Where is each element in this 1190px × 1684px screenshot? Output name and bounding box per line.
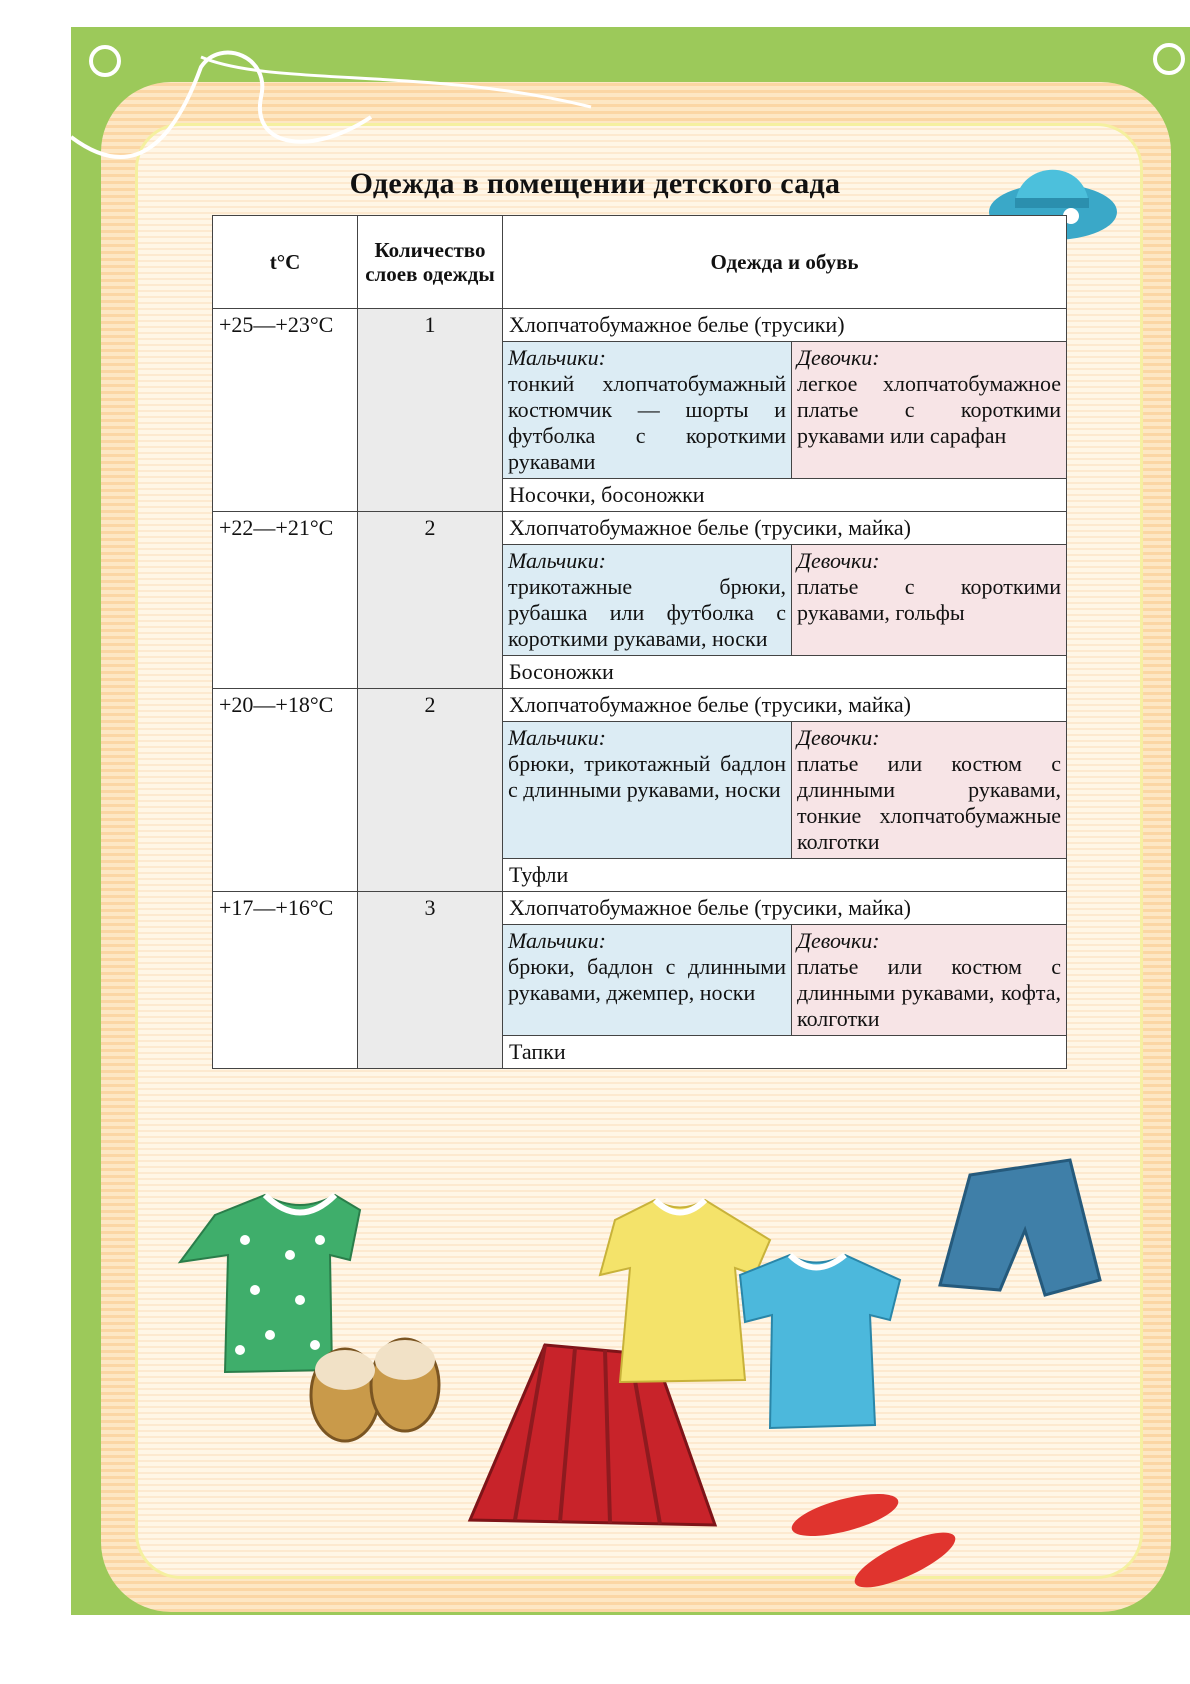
table-row	[213, 689, 1067, 722]
header-temperature: t°C	[213, 216, 358, 309]
shoes-cell: Тапки	[503, 1036, 1067, 1069]
page-title: Одежда в помещении детского сада	[349, 167, 841, 200]
boys-label: Мальчики:	[508, 928, 606, 953]
boys-cell	[503, 925, 792, 1036]
boys-label: Мальчики:	[508, 725, 606, 750]
boys-label: Мальчики:	[508, 548, 606, 573]
underwear-cell: Хлопчатобумажное белье (трусики, майка)	[503, 512, 1067, 545]
girls-text: платье с короткими рукавами, гольфы	[797, 574, 1061, 625]
girls-label: Девочки:	[797, 928, 880, 953]
boys-text: тонкий хлопчатобумажный костюмчик — шорты и футболка с короткими рукавами	[508, 371, 786, 474]
boys-text: брюки, бадлон с длинными рукавами, джемпер, носки	[508, 954, 786, 1005]
underwear-cell: Хлопчатобумажное белье (трусики, майка)	[503, 892, 1067, 925]
layers-cell: 2	[358, 512, 503, 689]
shoes-cell: Носочки, босоножки	[503, 479, 1067, 512]
table-row	[213, 892, 1067, 925]
boys-text: трикотажные брюки, рубашка или футболка с короткими рукавами, носки	[508, 574, 786, 651]
header-clothing: Одежда и обувь	[503, 216, 1067, 309]
girls-cell	[792, 925, 1067, 1036]
temperature-cell: +22—+21°C	[213, 512, 358, 689]
underwear-cell: Хлопчатобумажное белье (трусики, майка)	[503, 689, 1067, 722]
temperature-cell: +25—+23°C	[213, 309, 358, 512]
girls-text: платье или костюм с длинными рукавами, тонкие хлопчатобумажные колготки	[797, 751, 1061, 854]
girls-text: легкое хлопчатобумажное платье с короткими рукавами или сарафан	[797, 371, 1061, 448]
girls-cell	[792, 545, 1067, 656]
temperature-cell: +20—+18°C	[213, 689, 358, 892]
boys-cell	[503, 545, 792, 656]
girls-label: Девочки:	[797, 548, 880, 573]
clothing-table	[212, 215, 1067, 1069]
boys-cell	[503, 342, 792, 479]
table-header-row	[213, 216, 1067, 309]
underwear-cell: Хлопчатобумажное белье (трусики)	[503, 309, 1067, 342]
layers-cell: 3	[358, 892, 503, 1069]
shoes-cell: Босоножки	[503, 656, 1067, 689]
temperature-cell: +17—+16°C	[213, 892, 358, 1069]
boys-text: брюки, трикотажный бадлон с длинными рукавами, носки	[508, 751, 786, 802]
layers-cell: 2	[358, 689, 503, 892]
girls-cell	[792, 722, 1067, 859]
table-row	[213, 512, 1067, 545]
girls-label: Девочки:	[797, 345, 880, 370]
shoes-cell: Туфли	[503, 859, 1067, 892]
girls-label: Девочки:	[797, 725, 880, 750]
boys-label: Мальчики:	[508, 345, 606, 370]
boys-cell	[503, 722, 792, 859]
layers-cell: 1	[358, 309, 503, 512]
girls-cell	[792, 342, 1067, 479]
table-row	[213, 309, 1067, 342]
girls-text: платье или костюм с длинными рукавами, кофта, колготки	[797, 954, 1061, 1031]
header-layers: Количество слоев одежды	[358, 216, 503, 309]
